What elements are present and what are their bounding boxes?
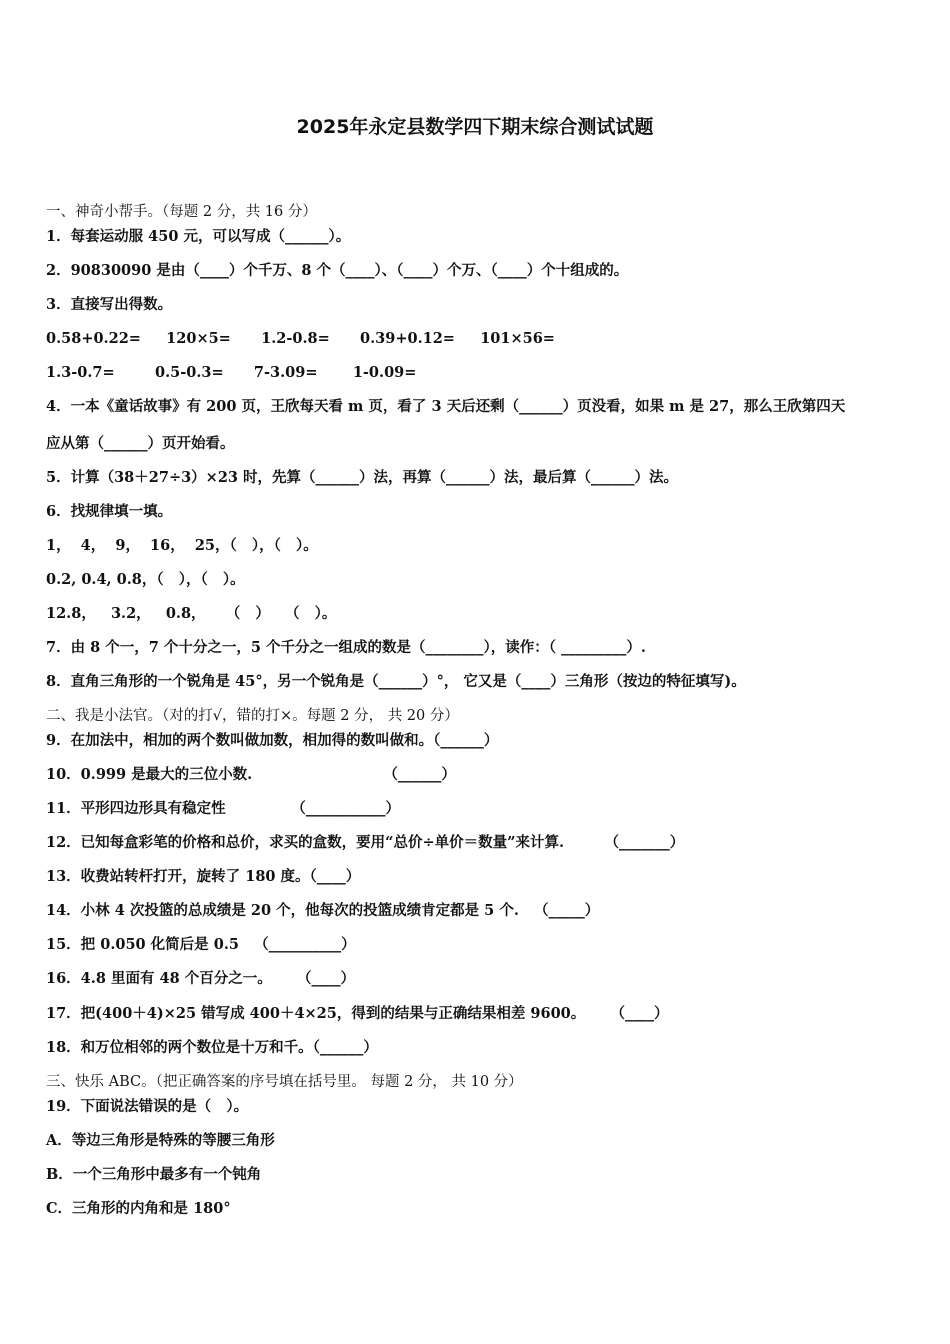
question-3-row-1: 0.58+0.22= 120×5= 1.2-0.8= 0.39+0.12= 101×56= — [46, 330, 555, 347]
question-16: 16．4.8 里面有 48 个百分之一。 （____） — [46, 970, 355, 987]
option-c: C．三角形的内角和是 180° — [46, 1200, 231, 1217]
question-18: 18．和万位相邻的两个数位是十万和千。（______） — [46, 1039, 378, 1056]
question-6: 6．找规律填一填。 — [46, 503, 173, 520]
question-4-line-1: 4．一本《童话故事》有 200 页，王欣每天看 m 页，看了 3 天后还剩（______）页没看，如果 m 是 27，那么王欣第四天 — [46, 398, 846, 415]
question-15: 15．把 0.050 化简后是 0.5 （__________） — [46, 936, 356, 953]
question-7: 7．由 8 个一，7 个十分之一，5 个千分之一组成的数是（________），读作：（ _________）. — [46, 639, 646, 656]
question-10: 10．0.999 是最大的三位小数. （______） — [46, 766, 456, 783]
question-8: 8．直角三角形的一个锐角是 45°，另一个锐角是（______）°， 它又是（____）三角形（按边的特征填写)。 — [46, 673, 746, 690]
section-heading-1: 一、神奇小帮手。（每题 2 分，共 16 分） — [46, 204, 317, 220]
question-17: 17．把(400＋4)×25 错写成 400＋4×25，得到的结果与正确结果相差 9600。 （____） — [46, 1005, 669, 1022]
question-13: 13．收费站转杆打开，旋转了 180 度。（____） — [46, 868, 361, 885]
question-1: 1．每套运动服 450 元，可以写成（______）。 — [46, 228, 351, 245]
option-a: A．等边三角形是特殊的等腰三角形 — [46, 1132, 275, 1149]
page-title: 2025年永定县数学四下期末综合测试试题 — [296, 116, 654, 138]
question-14: 14．小林 4 次投篮的总成绩是 20 个，他每次的投篮成绩肯定都是 5 个. （_____） — [46, 902, 600, 919]
question-6-row-3: 12.8， 3.2， 0.8， （ ） （ ）。 — [46, 605, 337, 622]
question-5: 5．计算（38＋27÷3）×23 时，先算（______）法，再算（______）法，最后算（______）法。 — [46, 469, 679, 486]
option-b: B．一个三角形中最多有一个钝角 — [46, 1166, 262, 1183]
section-heading-2: 二、我是小法官。（对的打√，错的打×。每题 2 分， 共 20 分） — [46, 708, 459, 724]
question-12: 12．已知每盒彩笔的价格和总价，求买的盒数，要用“总价÷单价＝数量”来计算. （_______） — [46, 834, 685, 851]
question-11: 11．平形四边形具有稳定性 （___________） — [46, 800, 401, 817]
question-4-line-2: 应从第（______）页开始看。 — [46, 435, 235, 452]
question-6-row-1: 1， 4， 9， 16， 25，（ ），（ ）。 — [46, 537, 318, 554]
question-2: 2．90830090 是由（____）个千万、8 个（____）、（____）个万、（____）个十组成的。 — [46, 262, 629, 279]
question-19: 19．下面说法错误的是（ ）。 — [46, 1098, 249, 1115]
question-6-row-2: 0.2, 0.4, 0.8，（ ），（ ）。 — [46, 571, 245, 588]
section-heading-3: 三、快乐 ABC。（把正确答案的序号填在括号里。 每题 2 分， 共 10 分） — [46, 1074, 523, 1090]
question-3: 3．直接写出得数。 — [46, 296, 173, 313]
question-3-row-2: 1.3-0.7= 0.5-0.3= 7-3.09= 1-0.09= — [46, 364, 417, 381]
question-9: 9．在加法中，相加的两个数叫做加数，相加得的数叫做和。（______） — [46, 732, 499, 749]
